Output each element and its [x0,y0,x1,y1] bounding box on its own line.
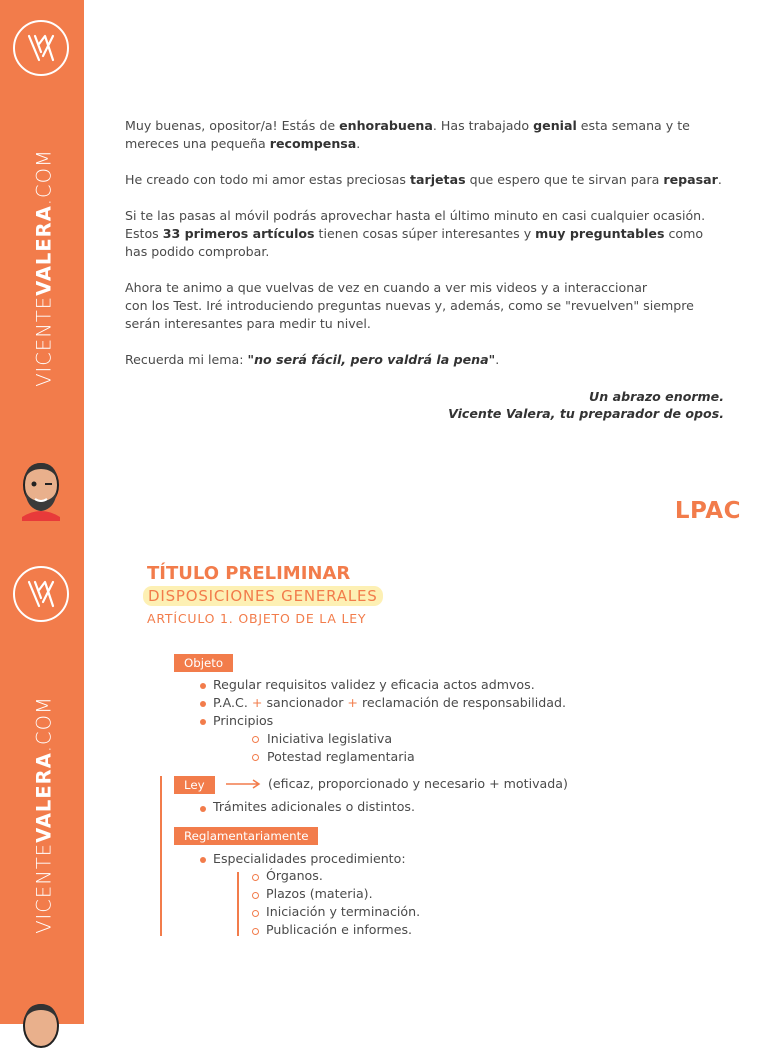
sub-bullet-icon [252,910,259,917]
letter-paragraph-1: Muy buenas, opositor/a! Estás de enhorabuena. Has trabajado genial esta semana y te mereces una pequeña recompensa. [125,118,690,151]
letter-paragraph-2: He creado con todo mi amor estas preciosas tarjetas que espero que te sirvan para repasar. [125,172,722,187]
reglamentariamente-subitem: Plazos (materia). [266,886,373,901]
vv-logo-icon [23,576,59,612]
bullet-icon [200,701,206,707]
article-heading: ARTÍCULO 1. OBJETO DE LA LEY [147,611,367,626]
ley-tag: Ley [174,776,215,794]
bracket-line [237,872,239,936]
reglamentariamente-subitem: Iniciación y terminación. [266,904,421,919]
letter-paragraph-5: Recuerda mi lema: "no será fácil, pero valdrá la pena". [125,352,500,367]
bullet-icon [200,683,206,689]
letter-paragraph-3: Si te las pasas al móvil podrás aprovechar hasta el último minuto en casi cualquier ocasión. Estos 33 primeros artículos tienen cosas súper interesantes y muy preguntables como has podido comprobar. [125,208,706,259]
law-title: LPAC [674,498,741,524]
brand-vertical-text-2: VICENTEVALERA.COM [32,696,56,934]
avatar-icon [14,455,68,521]
letter-paragraph-4: Ahora te animo a que vuelvas de vez en cuando a ver mis videos y a interaccionar con los Test. Iré introduciendo preguntas nuevas y, además, como se "revuelven" siempre serán interesantes para medir tu nivel. [125,280,694,331]
reglamentariamente-item: Especialidades procedimiento: [213,851,406,866]
sidebar [0,0,84,1024]
reglamentariamente-tag: Reglamentariamente [174,827,318,845]
letter-signature: Un abrazo enorme. Vicente Valera, tu preparador de opos. [448,389,724,421]
bullet-icon [200,806,206,812]
sub-bullet-icon [252,736,259,743]
reglamentariamente-subitem: Órganos. [266,868,323,883]
sub-bullet-icon [252,892,259,899]
objeto-item: Regular requisitos validez y eficacia actos admvos. [213,677,535,692]
sub-bullet-icon [252,754,259,761]
objeto-tag: Objeto [174,654,233,672]
title-heading: TÍTULO PRELIMINAR [147,563,351,584]
objeto-subitem: Iniciativa legislativa [267,731,393,746]
bullet-icon [200,857,206,863]
vv-logo-icon [23,30,59,66]
intro-letter [125,117,725,387]
subtitle-heading: DISPOSICIONES GENERALES [143,586,383,606]
ley-item: Trámites adicionales o distintos. [213,799,415,814]
objeto-item: P.A.C. + sancionador + reclamación de responsabilidad. [213,695,567,710]
brand-vertical-text: VICENTEVALERA.COM [32,149,56,387]
bracket-line [160,776,162,936]
brand-logo [13,20,69,76]
reglamentariamente-subitem: Publicación e informes. [266,922,413,937]
sub-bullet-icon [252,874,259,881]
objeto-subitem: Potestad reglamentaria [267,749,415,764]
brand-logo-2 [13,566,69,622]
objeto-item: Principios [213,713,274,728]
avatar-icon-2 [14,996,68,1062]
bullet-icon [200,719,206,725]
sub-bullet-icon [252,928,259,935]
arrow-right-icon [226,778,262,790]
ley-note: (eficaz, proporcionado y necesario + motivada) [268,776,568,791]
